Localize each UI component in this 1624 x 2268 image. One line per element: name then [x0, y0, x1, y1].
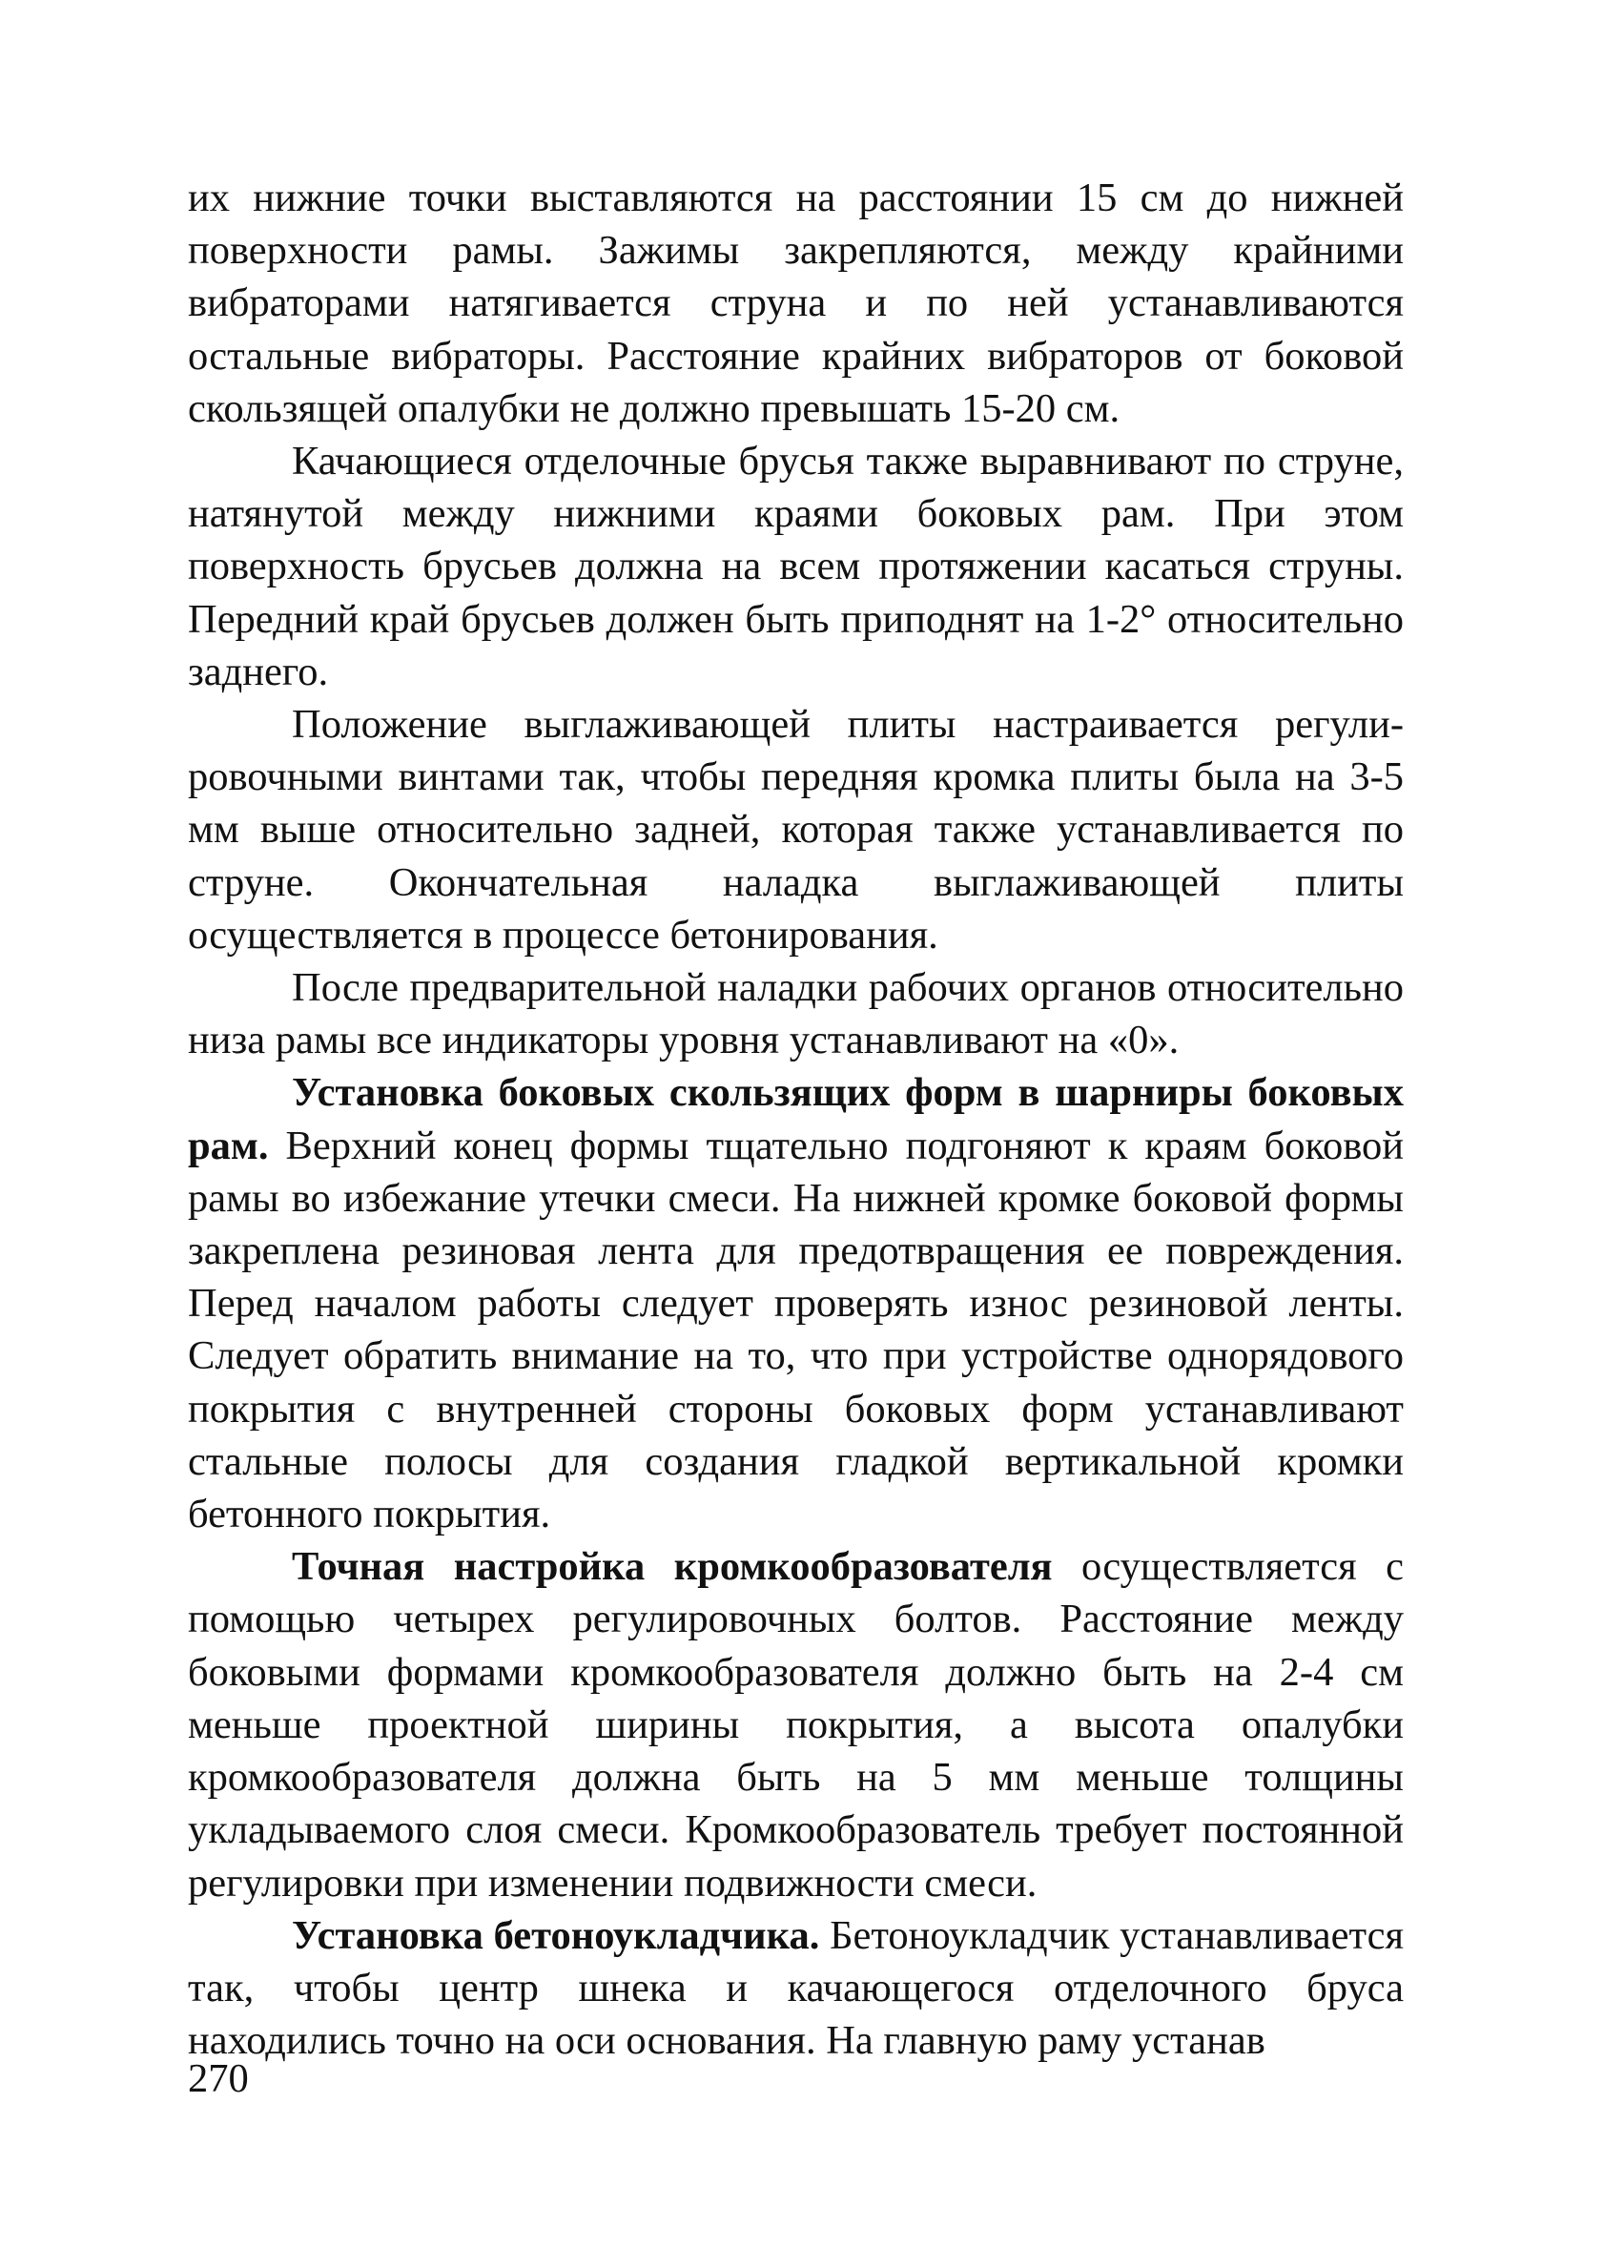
paragraph-6: [188, 1540, 1404, 1908]
paragraph-7: [188, 1909, 1404, 2068]
paragraph-6-heading: Точная настройка кромкообразователя: [292, 1544, 1053, 1590]
paragraph-3: [188, 698, 1404, 961]
paragraph-4-text: После предварительной наладки рабочих органов относительно низа рамы все индикаторы уровня устанавливают на «0».: [188, 965, 1404, 1063]
paragraph-1-text: их нижние точки выставляются на расстоянии 15 см до нижней поверхности рамы. Зажимы закрепляются, между крайними вибраторами натягивается струна и по ней устанавливаются остальные вибраторы. Расстояние крайних вибраторов от боковой скользящей опалубки не должно превышать 15-20 см.: [188, 175, 1404, 431]
paragraph-6-text: осуществляется с помощью четырех регулировочных болтов. Расстояние между боковыми формами кромкообразователя должно быть на 2-4 см меньше проектной ширины покрытия, а высота опалубки кромкообразователя должна быть на 5 мм меньше толщины укладываемого слоя смеси. Кромкообразователь требует постоянной регулировки при изменении подвижности смеси.: [188, 1544, 1404, 1906]
paragraph-1: [188, 172, 1404, 435]
paragraph-3-text: Положение выглаживающей плиты настраивается регулировочными винтами так, чтобы передняя кромка плиты была на 3-5 мм выше относительно задней, которая также устанавливается по струне. Окончательная наладка выглаживающей плиты осуществляется в процессе бетонирования.: [188, 702, 1404, 958]
paragraph-4: [188, 961, 1404, 1066]
page-body: [188, 172, 1404, 2067]
paragraph-7-heading: Установка бетоноукладчика.: [292, 1912, 820, 1958]
paragraph-5-heading: Установка боковых скользящих форм в шарниры боковых рам.: [188, 1070, 1404, 1168]
paragraph-7-text: Бетоноукладчик устанавливается так, чтобы центр шнека и качающегося отделочного бруса находились точно на оси основания. На главную раму устанав: [188, 1912, 1404, 2064]
page-number: 270: [188, 2056, 249, 2101]
paragraph-5-text: Верхний конец формы тщательно подгоняют к краям боковой рамы во избежание утечки смеси. На нижней кромке боковой формы закреплена резиновая лента для предотвращения ее повреждения. Перед началом работы следует проверять износ резиновой ленты. Следует обратить внимание на то, что при устройстве однорядового покрытия с внутренней стороны боковых форм устанавливают стальные полосы для создания гладкой вертикальной кромки бетонного покрытия.: [188, 1123, 1404, 1537]
paragraph-5: [188, 1066, 1404, 1540]
paragraph-2-text: Качающиеся отделочные брусья также выравнивают по струне, натянутой между нижними краями боковых рам. При этом поверхность брусьев должна на всем протяжении касаться струны. Передний край брусьев должен быть приподнят на 1-2° относительно заднего.: [188, 439, 1404, 694]
paragraph-2: [188, 435, 1404, 698]
